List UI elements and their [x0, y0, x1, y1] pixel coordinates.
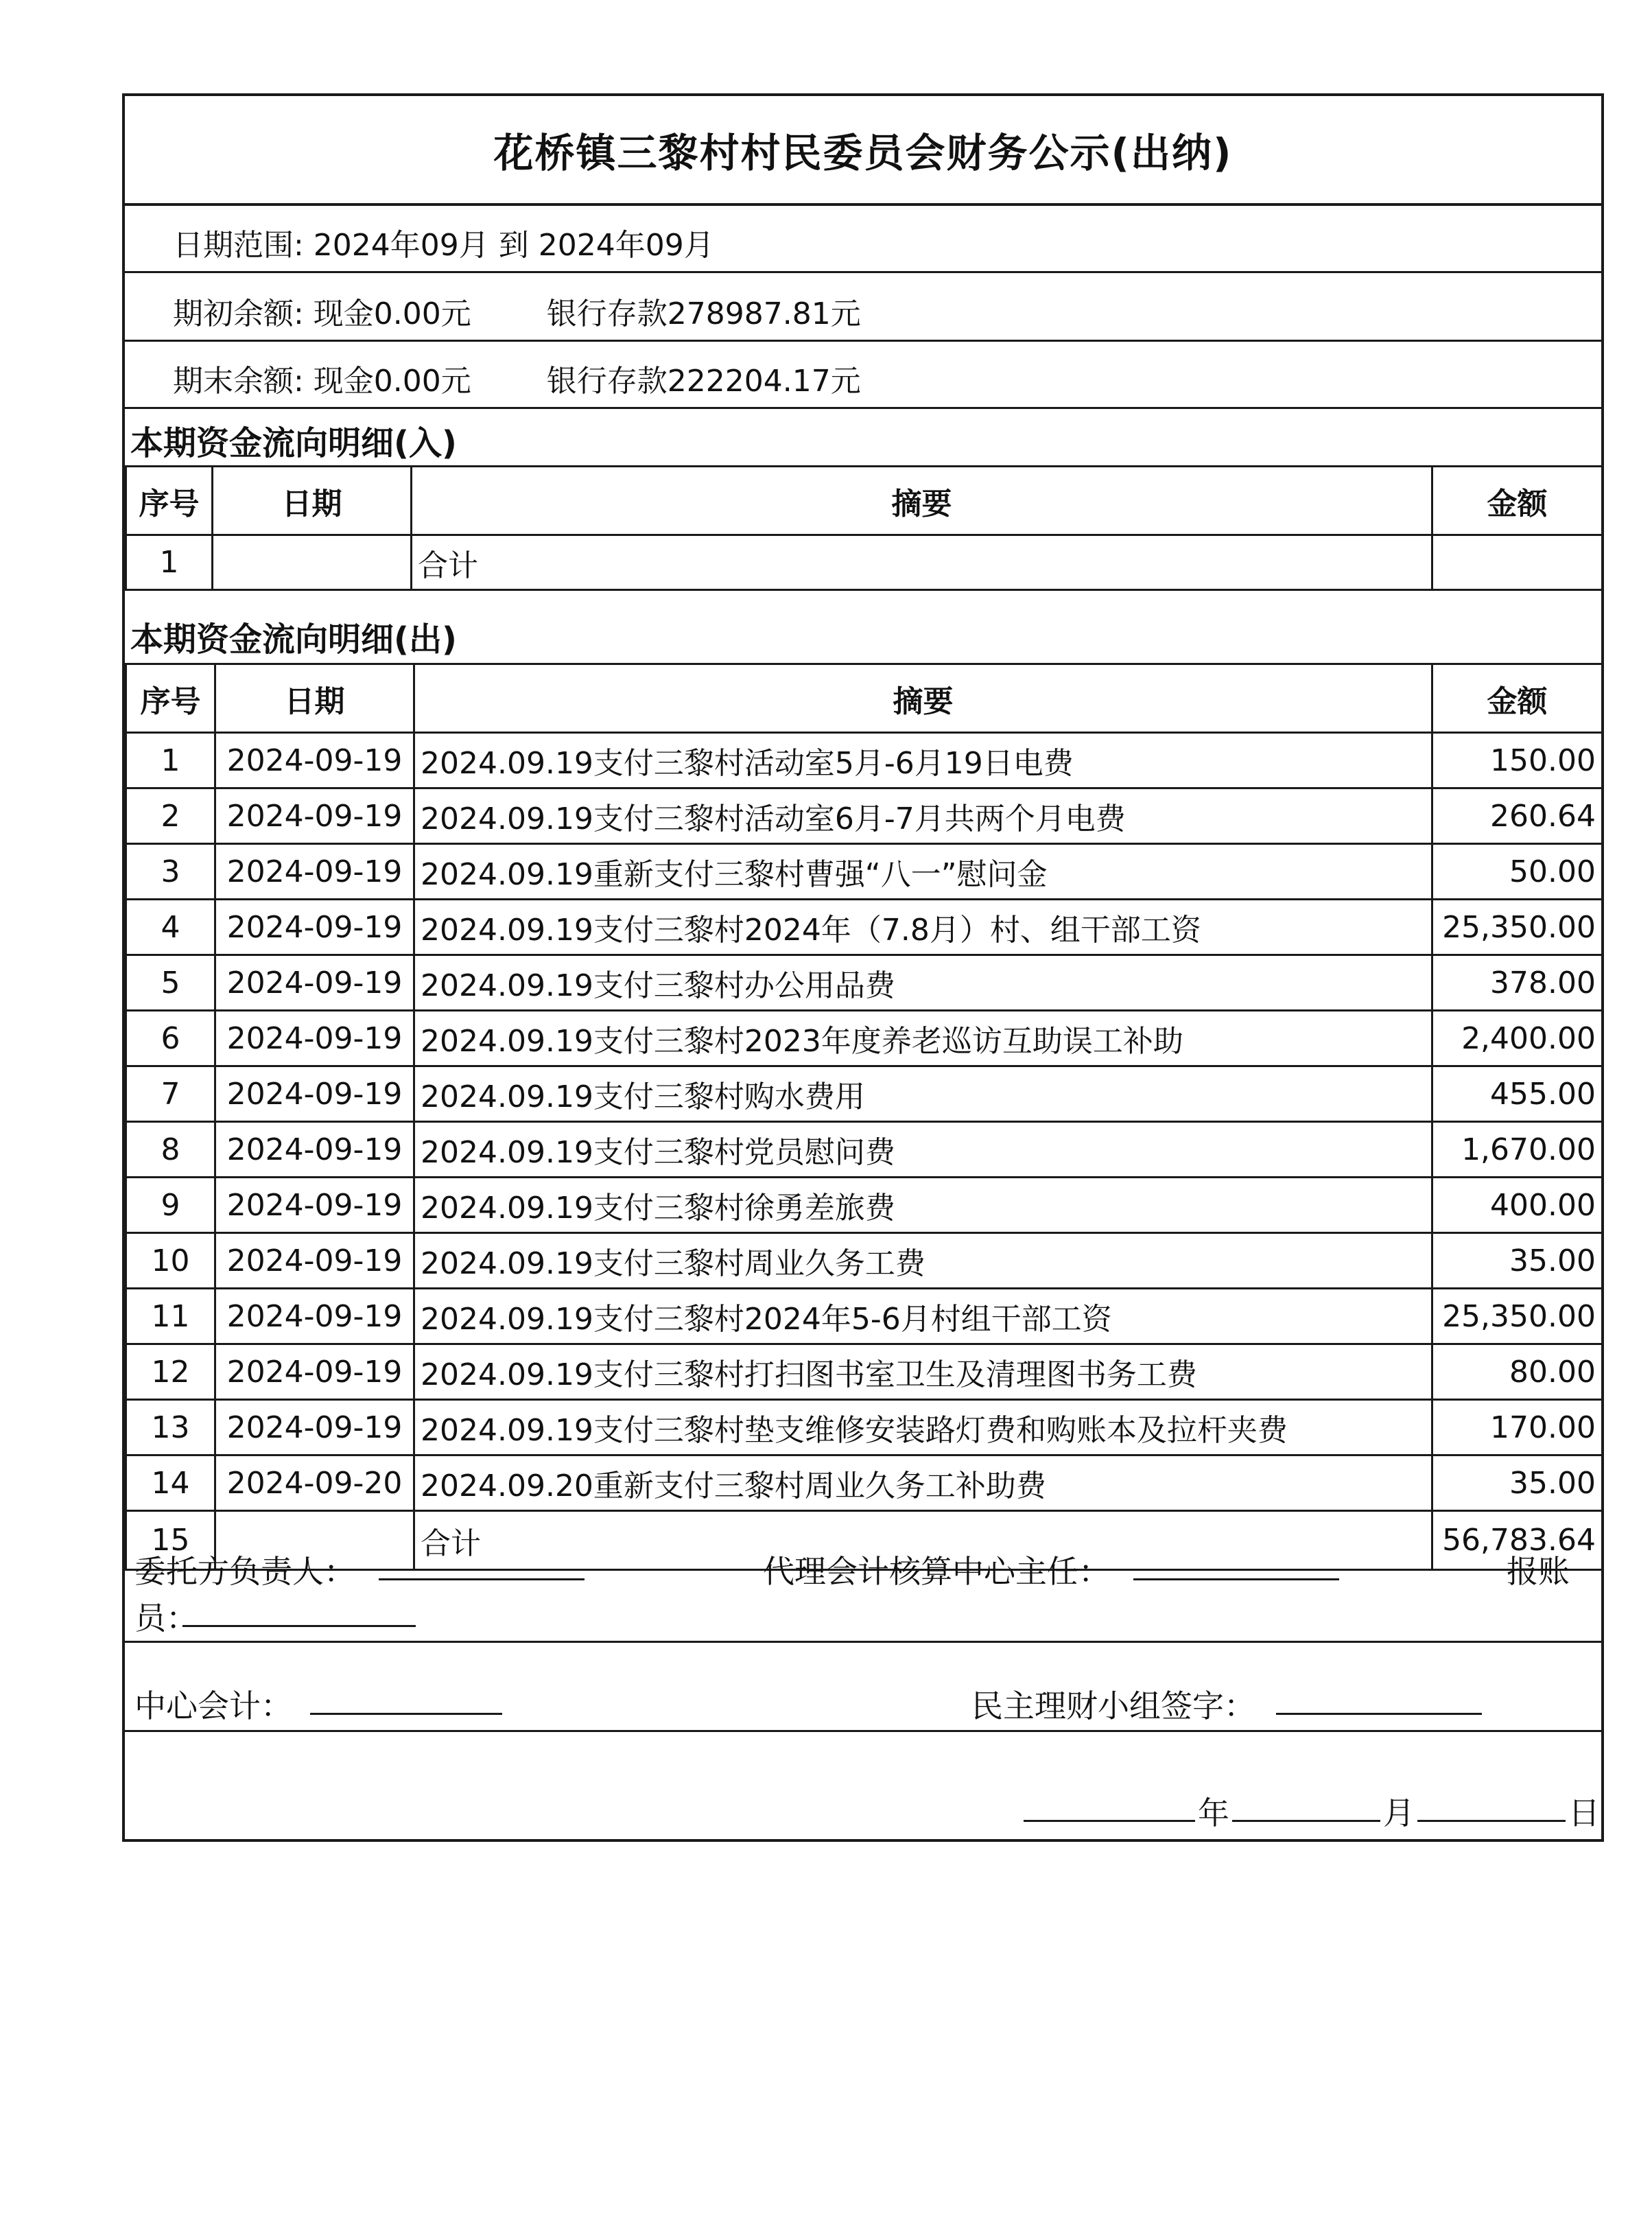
- center-accountant-label: 中心会计：: [134, 1687, 292, 1724]
- row-amount: 170.00: [1432, 1400, 1603, 1455]
- year-label: 年: [1198, 1794, 1229, 1832]
- row-no: 7: [126, 1066, 215, 1122]
- row-amount: 50.00: [1432, 844, 1603, 900]
- row-summary: 2024.09.19支付三黎村打扫图书室卫生及清理图书务工费: [414, 1344, 1432, 1400]
- table-row: [126, 1400, 1603, 1455]
- row-date: 2024-09-19: [215, 1178, 414, 1233]
- row-amount: 378.00: [1432, 955, 1603, 1011]
- row-summary: 2024.09.19支付三黎村2024年5-6月村组干部工资: [414, 1289, 1432, 1344]
- agency-director-label: 代理会计核算中心主任：: [763, 1553, 1110, 1590]
- row-no: 1: [126, 733, 215, 788]
- row-amount: [1432, 535, 1603, 590]
- expense-header-date: 日期: [215, 664, 414, 733]
- opening-cash: 期初余额: 现金0.00元: [173, 296, 471, 331]
- row-no: 13: [126, 1400, 215, 1455]
- row-no: 14: [126, 1455, 215, 1511]
- row-no: 3: [126, 844, 215, 900]
- row-amount: 80.00: [1432, 1344, 1603, 1400]
- row-summary: 2024.09.20重新支付三黎村周业久务工补助费: [414, 1455, 1432, 1511]
- opening-balance-row: [125, 273, 1601, 342]
- row-no: 4: [126, 900, 215, 955]
- row-amount: 1,670.00: [1432, 1122, 1603, 1178]
- row-date: 2024-09-19: [215, 955, 414, 1011]
- table-row: [126, 1455, 1603, 1511]
- closing-bank: 银行存款222204.17元: [546, 364, 861, 399]
- row-summary: 2024.09.19支付三黎村购水费用: [414, 1066, 1432, 1122]
- row-date: 2024-09-19: [215, 900, 414, 955]
- row-no: 12: [126, 1344, 215, 1400]
- income-header-summary: 摘要: [412, 467, 1432, 535]
- table-row: [126, 1011, 1603, 1066]
- expense-header-no: 序号: [126, 664, 215, 733]
- row-no: 8: [126, 1122, 215, 1178]
- table-row: [126, 955, 1603, 1011]
- row-summary: 2024.09.19重新支付三黎村曹强“八一”慰问金: [414, 844, 1432, 900]
- row-no: 1: [126, 535, 213, 590]
- row-date: 2024-09-19: [215, 1344, 414, 1400]
- row-summary: 合计: [412, 535, 1432, 590]
- row-date: 2024-09-19: [215, 1122, 414, 1178]
- date-range-row: [125, 206, 1601, 273]
- row-date: 2024-09-19: [215, 1066, 414, 1122]
- signature-block-2: [125, 1643, 1601, 1732]
- row-no: 9: [126, 1178, 215, 1233]
- expense-table: [125, 663, 1603, 1571]
- row-no: 10: [126, 1233, 215, 1289]
- row-summary: 2024.09.19支付三黎村办公用品费: [414, 955, 1432, 1011]
- expense-header-row: [126, 664, 1603, 733]
- table-row: [126, 1289, 1603, 1344]
- finance-group-label: 民主理财小组签字：: [971, 1687, 1255, 1724]
- income-header-date: 日期: [213, 467, 412, 535]
- row-amount: 150.00: [1432, 733, 1603, 788]
- row-summary: 2024.09.19支付三黎村活动室5月-6月19日电费: [414, 733, 1432, 788]
- row-summary: 2024.09.19支付三黎村徐勇差旅费: [414, 1178, 1432, 1233]
- row-date: 2024-09-19: [215, 1011, 414, 1066]
- row-date: 2024-09-19: [215, 733, 414, 788]
- day-blank-line[interactable]: [1417, 1790, 1566, 1822]
- opening-bank: 银行存款278987.81元: [546, 296, 861, 331]
- client-head-label: 委托方负责人：: [134, 1553, 355, 1590]
- row-date: 2024-09-19: [215, 1400, 414, 1455]
- income-section-title: [125, 409, 1601, 467]
- table-row: [126, 788, 1603, 844]
- row-no: 15: [126, 1511, 215, 1570]
- row-no: 11: [126, 1289, 215, 1344]
- table-row: [126, 535, 1603, 590]
- date-block: [125, 1732, 1601, 1839]
- signature-block-1: [125, 1540, 1601, 1643]
- row-no: 2: [126, 788, 215, 844]
- clerk-signature-line[interactable]: [182, 1595, 416, 1627]
- year-blank-line[interactable]: [1024, 1790, 1195, 1822]
- row-summary: 2024.09.19支付三黎村活动室6月-7月共两个月电费: [414, 788, 1432, 844]
- row-amount: 25,350.00: [1432, 900, 1603, 955]
- row-summary: 2024.09.19支付三黎村2024年（7.8月）村、组干部工资: [414, 900, 1432, 955]
- closing-cash: 期末余额: 现金0.00元: [173, 364, 471, 399]
- row-amount: 35.00: [1432, 1455, 1603, 1511]
- row-summary: 合计: [414, 1511, 1432, 1570]
- closing-balance-row: [125, 342, 1601, 409]
- table-row: [126, 1066, 1603, 1122]
- table-row: [126, 733, 1603, 788]
- row-date: 2024-09-20: [215, 1455, 414, 1511]
- row-date: 2024-09-19: [215, 844, 414, 900]
- row-amount: 455.00: [1432, 1066, 1603, 1122]
- client-head-signature-line[interactable]: [379, 1548, 585, 1580]
- expense-header-amount: 金额: [1432, 664, 1603, 733]
- day-label: 日: [1568, 1794, 1600, 1832]
- row-date: [213, 535, 412, 590]
- row-summary: 2024.09.19支付三黎村2023年度养老巡访互助误工补助: [414, 1011, 1432, 1066]
- month-blank-line[interactable]: [1232, 1790, 1380, 1822]
- table-row: [126, 1344, 1603, 1400]
- row-summary: 2024.09.19支付三黎村垫支维修安装路灯费和购账本及拉杆夹费: [414, 1400, 1432, 1455]
- row-amount: 35.00: [1432, 1233, 1603, 1289]
- income-table: [125, 465, 1603, 591]
- row-amount: 56,783.64: [1432, 1511, 1603, 1570]
- title-row: [125, 96, 1601, 206]
- row-no: 6: [126, 1011, 215, 1066]
- income-header-no: 序号: [126, 467, 213, 535]
- clerk-label-part1: 报账: [1507, 1553, 1570, 1590]
- income-header-row: [126, 467, 1603, 535]
- row-date: 2024-09-19: [215, 1289, 414, 1344]
- row-amount: 260.64: [1432, 788, 1603, 844]
- page-title: 花桥镇三黎村村民委员会财务公示(出纳): [493, 130, 1233, 176]
- row-date: 2024-09-19: [215, 1233, 414, 1289]
- finance-group-signature-line[interactable]: [1276, 1683, 1482, 1715]
- row-date: 2024-09-19: [215, 788, 414, 844]
- clerk-label-part2: 员：: [134, 1600, 198, 1637]
- table-row: [126, 1122, 1603, 1178]
- income-section-label: 本期资金流向明细(入): [130, 424, 457, 463]
- row-amount: 25,350.00: [1432, 1289, 1603, 1344]
- income-header-amount: 金额: [1432, 467, 1603, 535]
- table-row: [126, 1178, 1603, 1233]
- table-row: [126, 844, 1603, 900]
- date-range-text: 日期范围: 2024年09月 到 2024年09月: [173, 228, 714, 263]
- agency-director-signature-line[interactable]: [1133, 1548, 1339, 1580]
- expense-section-label: 本期资金流向明细(出): [130, 620, 457, 659]
- row-amount: 2,400.00: [1432, 1011, 1603, 1066]
- expense-section-title: [125, 589, 1601, 663]
- table-row: [126, 1233, 1603, 1289]
- month-label: 月: [1383, 1794, 1415, 1832]
- expense-header-summary: 摘要: [414, 664, 1432, 733]
- center-accountant-signature-line[interactable]: [310, 1683, 502, 1715]
- row-summary: 2024.09.19支付三黎村周业久务工费: [414, 1233, 1432, 1289]
- row-no: 5: [126, 955, 215, 1011]
- row-amount: 400.00: [1432, 1178, 1603, 1233]
- finance-notice-sheet: [122, 93, 1604, 1842]
- row-summary: 2024.09.19支付三黎村党员慰问费: [414, 1122, 1432, 1178]
- table-row: [126, 900, 1603, 955]
